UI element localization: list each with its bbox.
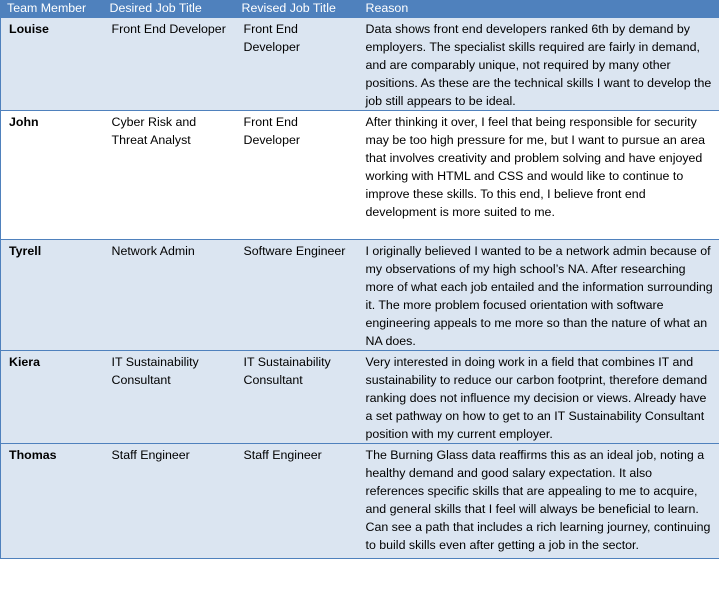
header-reason: Reason — [360, 0, 719, 18]
reason-cell: The Burning Glass data reaffirms this as an ideal job, noting a healthy demand and good salary expectation. It also references specific skills that are appealing to me to acquire, and general skills that I feel will always be beneficial to learn. Can see a path that includes a rich learning journey, continuing to build skills even after getting a job in the sector. — [360, 444, 719, 559]
header-revised-job-title: Revised Job Title — [236, 0, 360, 18]
revised-cell: Software Engineer — [236, 240, 360, 351]
desired-cell: Cyber Risk and Threat Analyst — [104, 111, 236, 240]
table-row — [1, 240, 719, 351]
table-row — [1, 18, 719, 111]
member-cell: John — [1, 111, 104, 240]
reason-cell: Very interested in doing work in a field that combines IT and sustainability to reduce our carbon footprint, therefore demand ranking does not influence my decision or views. Already have a set pathway on how to get to an IT Sustainability Consultant position with my current employer. — [360, 351, 719, 444]
header-team-member: Team Member — [1, 0, 104, 18]
table-row — [1, 111, 719, 240]
reason-cell: Data shows front end developers ranked 6th by demand by employers. The specialist skills required are fairly in demand, and are comparably unique, not required by many other positions. As these are the technical skills I want to develop the job still appears to be ideal. — [360, 18, 719, 111]
table-row — [1, 351, 719, 444]
revised-cell: IT Sustainability Consultant — [236, 351, 360, 444]
table-row — [1, 444, 719, 559]
member-cell: Louise — [1, 18, 104, 111]
reason-cell: I originally believed I wanted to be a network admin because of my observations of my high school’s NA. After researching more of what each job entailed and the information surrounding it. The more problem focused orientation with software engineering appeals to me more so than the nature of what an NA does. — [360, 240, 719, 351]
member-cell: Kiera — [1, 351, 104, 444]
desired-cell: Staff Engineer — [104, 444, 236, 559]
desired-cell: IT Sustainability Consultant — [104, 351, 236, 444]
member-cell: Tyrell — [1, 240, 104, 351]
header-row — [1, 0, 719, 18]
revised-cell: Front End Developer — [236, 111, 360, 240]
revised-cell: Staff Engineer — [236, 444, 360, 559]
header-desired-job-title: Desired Job Title — [104, 0, 236, 18]
member-cell: Thomas — [1, 444, 104, 559]
revised-cell: Front End Developer — [236, 18, 360, 111]
reason-cell: After thinking it over, I feel that being responsible for security may be too high pressure for me, but I want to pursue an area that involves creativity and problem solving and have enjoyed working with HTML and CSS and would like to continue to improve these skills. To this end, I believe front end development is more suited to me. — [360, 111, 719, 240]
desired-cell: Front End Developer — [104, 18, 236, 111]
desired-cell: Network Admin — [104, 240, 236, 351]
